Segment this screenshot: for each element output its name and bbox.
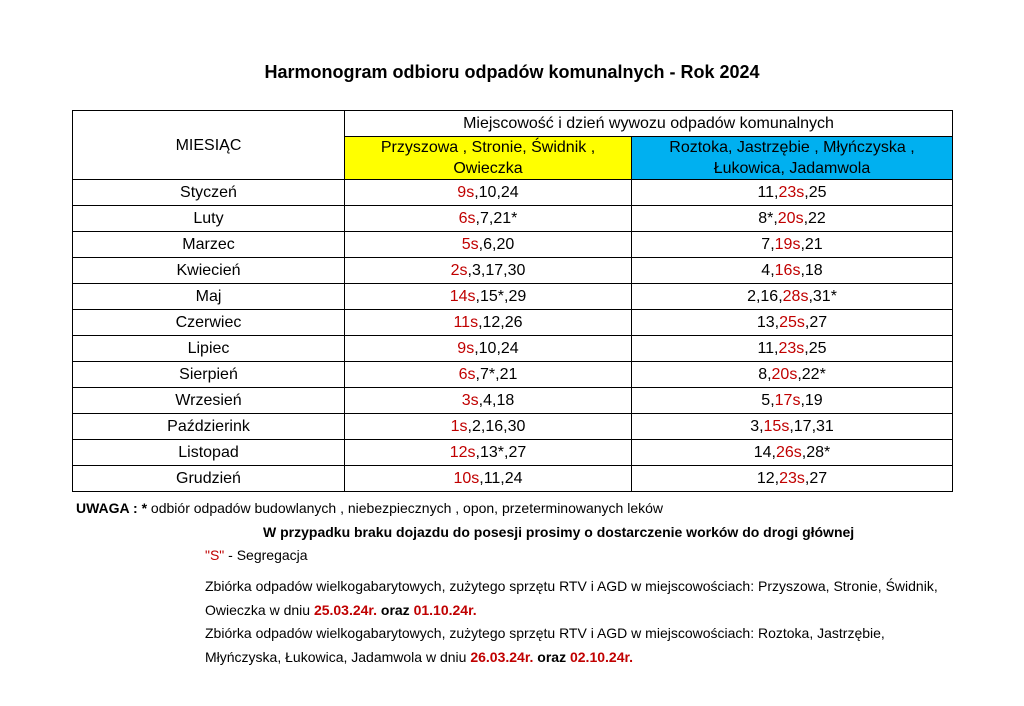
- segregation-day: 28s: [782, 288, 809, 305]
- locations-header: Miejscowość i dzień wywozu odpadów komunalnych: [345, 111, 953, 137]
- warning-label: UWAGA : *: [76, 500, 148, 516]
- bulky2-and: oraz: [533, 649, 570, 665]
- group1-header: Przyszowa , Stronie, Świdnik , Owieczka: [345, 137, 632, 180]
- collection-days: ,27: [804, 314, 828, 331]
- collection-days: ,27: [804, 470, 828, 487]
- collection-days: 12,: [756, 470, 780, 487]
- bulky1-date1: 25.03.24r.: [313, 602, 377, 618]
- table-row: [73, 206, 953, 232]
- legend-note: [205, 546, 308, 564]
- collection-days: ,11,24: [479, 470, 523, 487]
- segregation-day: 17s: [774, 392, 801, 409]
- segregation-day: 23s: [778, 340, 805, 357]
- collection-days: 14,: [753, 444, 776, 461]
- table-row: [73, 388, 953, 414]
- month-column-header: MIESIĄC: [73, 111, 345, 180]
- group1-days-cell: [345, 466, 632, 492]
- group1-days-cell: [345, 232, 632, 258]
- segregation-day: 16s: [774, 262, 801, 279]
- collection-days: ,25: [804, 184, 827, 201]
- schedule-rows: [73, 180, 953, 492]
- month-cell: Lipiec: [73, 336, 345, 362]
- segregation-day: 26s: [775, 444, 802, 461]
- segregation-day: 11s: [453, 314, 479, 331]
- warning-text: odbiór odpadów budowlanych , niebezpiecznych , opon, przeterminowanych leków: [147, 500, 664, 516]
- table-row: [73, 414, 953, 440]
- group2-days-cell: [632, 258, 953, 284]
- collection-days: ,22: [803, 210, 826, 227]
- collection-days: ,12,26: [478, 314, 523, 331]
- no-access-note: W przypadku braku dojazdu do posesji prosimy o dostarczenie worków do drogi głównej: [263, 524, 855, 540]
- collection-days: ,18: [800, 262, 823, 279]
- legend-text: - Segregacja: [224, 547, 308, 563]
- bulky-waste-note-2: [205, 621, 945, 669]
- collection-days: 5,: [761, 392, 775, 409]
- group2-days-cell: [632, 440, 953, 466]
- segregation-day: 9s: [457, 340, 475, 357]
- table-row: [73, 440, 953, 466]
- group1-days-cell: [345, 284, 632, 310]
- collection-days: ,31*: [808, 288, 837, 305]
- segregation-day: 9s: [457, 184, 475, 201]
- bulky-waste-note-1: [205, 574, 945, 622]
- bulky1-and: oraz: [377, 602, 414, 618]
- collection-days: ,19: [800, 392, 823, 409]
- month-cell: Listopad: [73, 440, 345, 466]
- group1-days-cell: [345, 440, 632, 466]
- table-row: [73, 310, 953, 336]
- group2-days-cell: [632, 336, 953, 362]
- group2-days-cell: [632, 284, 953, 310]
- schedule-table: [72, 110, 953, 492]
- segregation-day: 1s: [450, 418, 468, 435]
- group1-days-cell: [345, 258, 632, 284]
- segregation-day: 23s: [778, 184, 805, 201]
- group1-days-cell: [345, 362, 632, 388]
- group2-header: Roztoka, Jastrzębie , Młyńczyska , Łukowica, Jadamwola: [632, 137, 953, 180]
- bulky2-date2: 02.10.24r.: [569, 649, 634, 665]
- group2-days-cell: [632, 388, 953, 414]
- month-cell: Luty: [73, 206, 345, 232]
- segregation-day: 3s: [461, 392, 479, 409]
- month-cell: Maj: [73, 284, 345, 310]
- group1-days-cell: [345, 180, 632, 206]
- table-row: [73, 284, 953, 310]
- month-cell: Marzec: [73, 232, 345, 258]
- collection-days: 11,: [757, 340, 779, 357]
- month-cell: Kwiecień: [73, 258, 345, 284]
- group1-days-cell: [345, 206, 632, 232]
- collection-days: ,15*,29: [475, 288, 527, 305]
- table-row: [73, 362, 953, 388]
- collection-days: ,10,24: [474, 184, 519, 201]
- month-cell: Czerwiec: [73, 310, 345, 336]
- month-cell: Styczeń: [73, 180, 345, 206]
- bulky2-date1: 26.03.24r.: [470, 649, 534, 665]
- group2-days-cell: [632, 466, 953, 492]
- collection-days: ,17,31: [789, 418, 834, 435]
- collection-days: 13,: [756, 314, 780, 331]
- group2-days-cell: [632, 310, 953, 336]
- group1-days-cell: [345, 310, 632, 336]
- segregation-day: 20s: [777, 210, 804, 227]
- collection-days: ,3,17,30: [467, 262, 526, 279]
- group1-days-cell: [345, 414, 632, 440]
- segregation-day: 6s: [458, 366, 476, 383]
- collection-days: ,2,16,30: [467, 418, 526, 435]
- collection-days: 8,: [758, 366, 772, 383]
- group2-days-cell: [632, 232, 953, 258]
- segregation-day: 15s: [763, 418, 790, 435]
- collection-days: ,21: [800, 236, 823, 253]
- group1-days-cell: [345, 388, 632, 414]
- month-cell: Wrzesień: [73, 388, 345, 414]
- collection-days: 3,: [750, 418, 764, 435]
- collection-days: 11,: [757, 184, 779, 201]
- month-cell: Grudzień: [73, 466, 345, 492]
- collection-days: ,13*,27: [475, 444, 527, 461]
- collection-days: ,4,18: [478, 392, 515, 409]
- segregation-day: 14s: [449, 288, 476, 305]
- collection-days: ,6,20: [478, 236, 515, 253]
- segregation-day: 5s: [461, 236, 479, 253]
- collection-days: ,10,24: [474, 340, 519, 357]
- collection-days: 8*,: [758, 210, 778, 227]
- segregation-day: 23s: [779, 470, 805, 487]
- bulky2-text: Zbiórka odpadów wielkogabarytowych, zużytego sprzętu RTV i AGD w miejscowościach: Roztoka, Jastrzębie, Młyńczyska, Łukowica, Jadamwola w dniu: [205, 625, 885, 665]
- segregation-day: 2s: [450, 262, 468, 279]
- table-row: [73, 180, 953, 206]
- collection-days: 2,16,: [747, 288, 783, 305]
- collection-days: ,7*,21: [475, 366, 518, 383]
- collection-days: 7,: [761, 236, 775, 253]
- segregation-day: 6s: [458, 210, 476, 227]
- month-cell: Sierpień: [73, 362, 345, 388]
- table-row: [73, 336, 953, 362]
- page-title: Harmonogram odbioru odpadów komunalnych - Rok 2024: [264, 62, 760, 82]
- collection-days: ,25: [804, 340, 827, 357]
- segregation-day: 20s: [771, 366, 798, 383]
- collection-days: 4,: [761, 262, 775, 279]
- segregation-day: 10s: [453, 470, 480, 487]
- segregation-day: 19s: [774, 236, 801, 253]
- collection-days: ,7,21*: [475, 210, 518, 227]
- group1-days-cell: [345, 336, 632, 362]
- group2-days-cell: [632, 180, 953, 206]
- group2-days-cell: [632, 414, 953, 440]
- group2-days-cell: [632, 362, 953, 388]
- segregation-day: 12s: [449, 444, 476, 461]
- table-row: [73, 258, 953, 284]
- group2-days-cell: [632, 206, 953, 232]
- table-row: [73, 466, 953, 492]
- collection-days: ,22*: [797, 366, 826, 383]
- bulky1-text: Zbiórka odpadów wielkogabarytowych, zużytego sprzętu RTV i AGD w miejscowościach: Przyszowa, Stronie, Świdnik, Owieczka w dniu: [205, 578, 938, 618]
- bulky1-date2: 01.10.24r.: [413, 602, 477, 618]
- legend-symbol: "S": [205, 547, 225, 563]
- segregation-day: 25s: [779, 314, 805, 331]
- table-row: [73, 232, 953, 258]
- collection-days: ,28*: [801, 444, 831, 461]
- month-cell: Paździerink: [73, 414, 345, 440]
- warning-note: [76, 499, 663, 517]
